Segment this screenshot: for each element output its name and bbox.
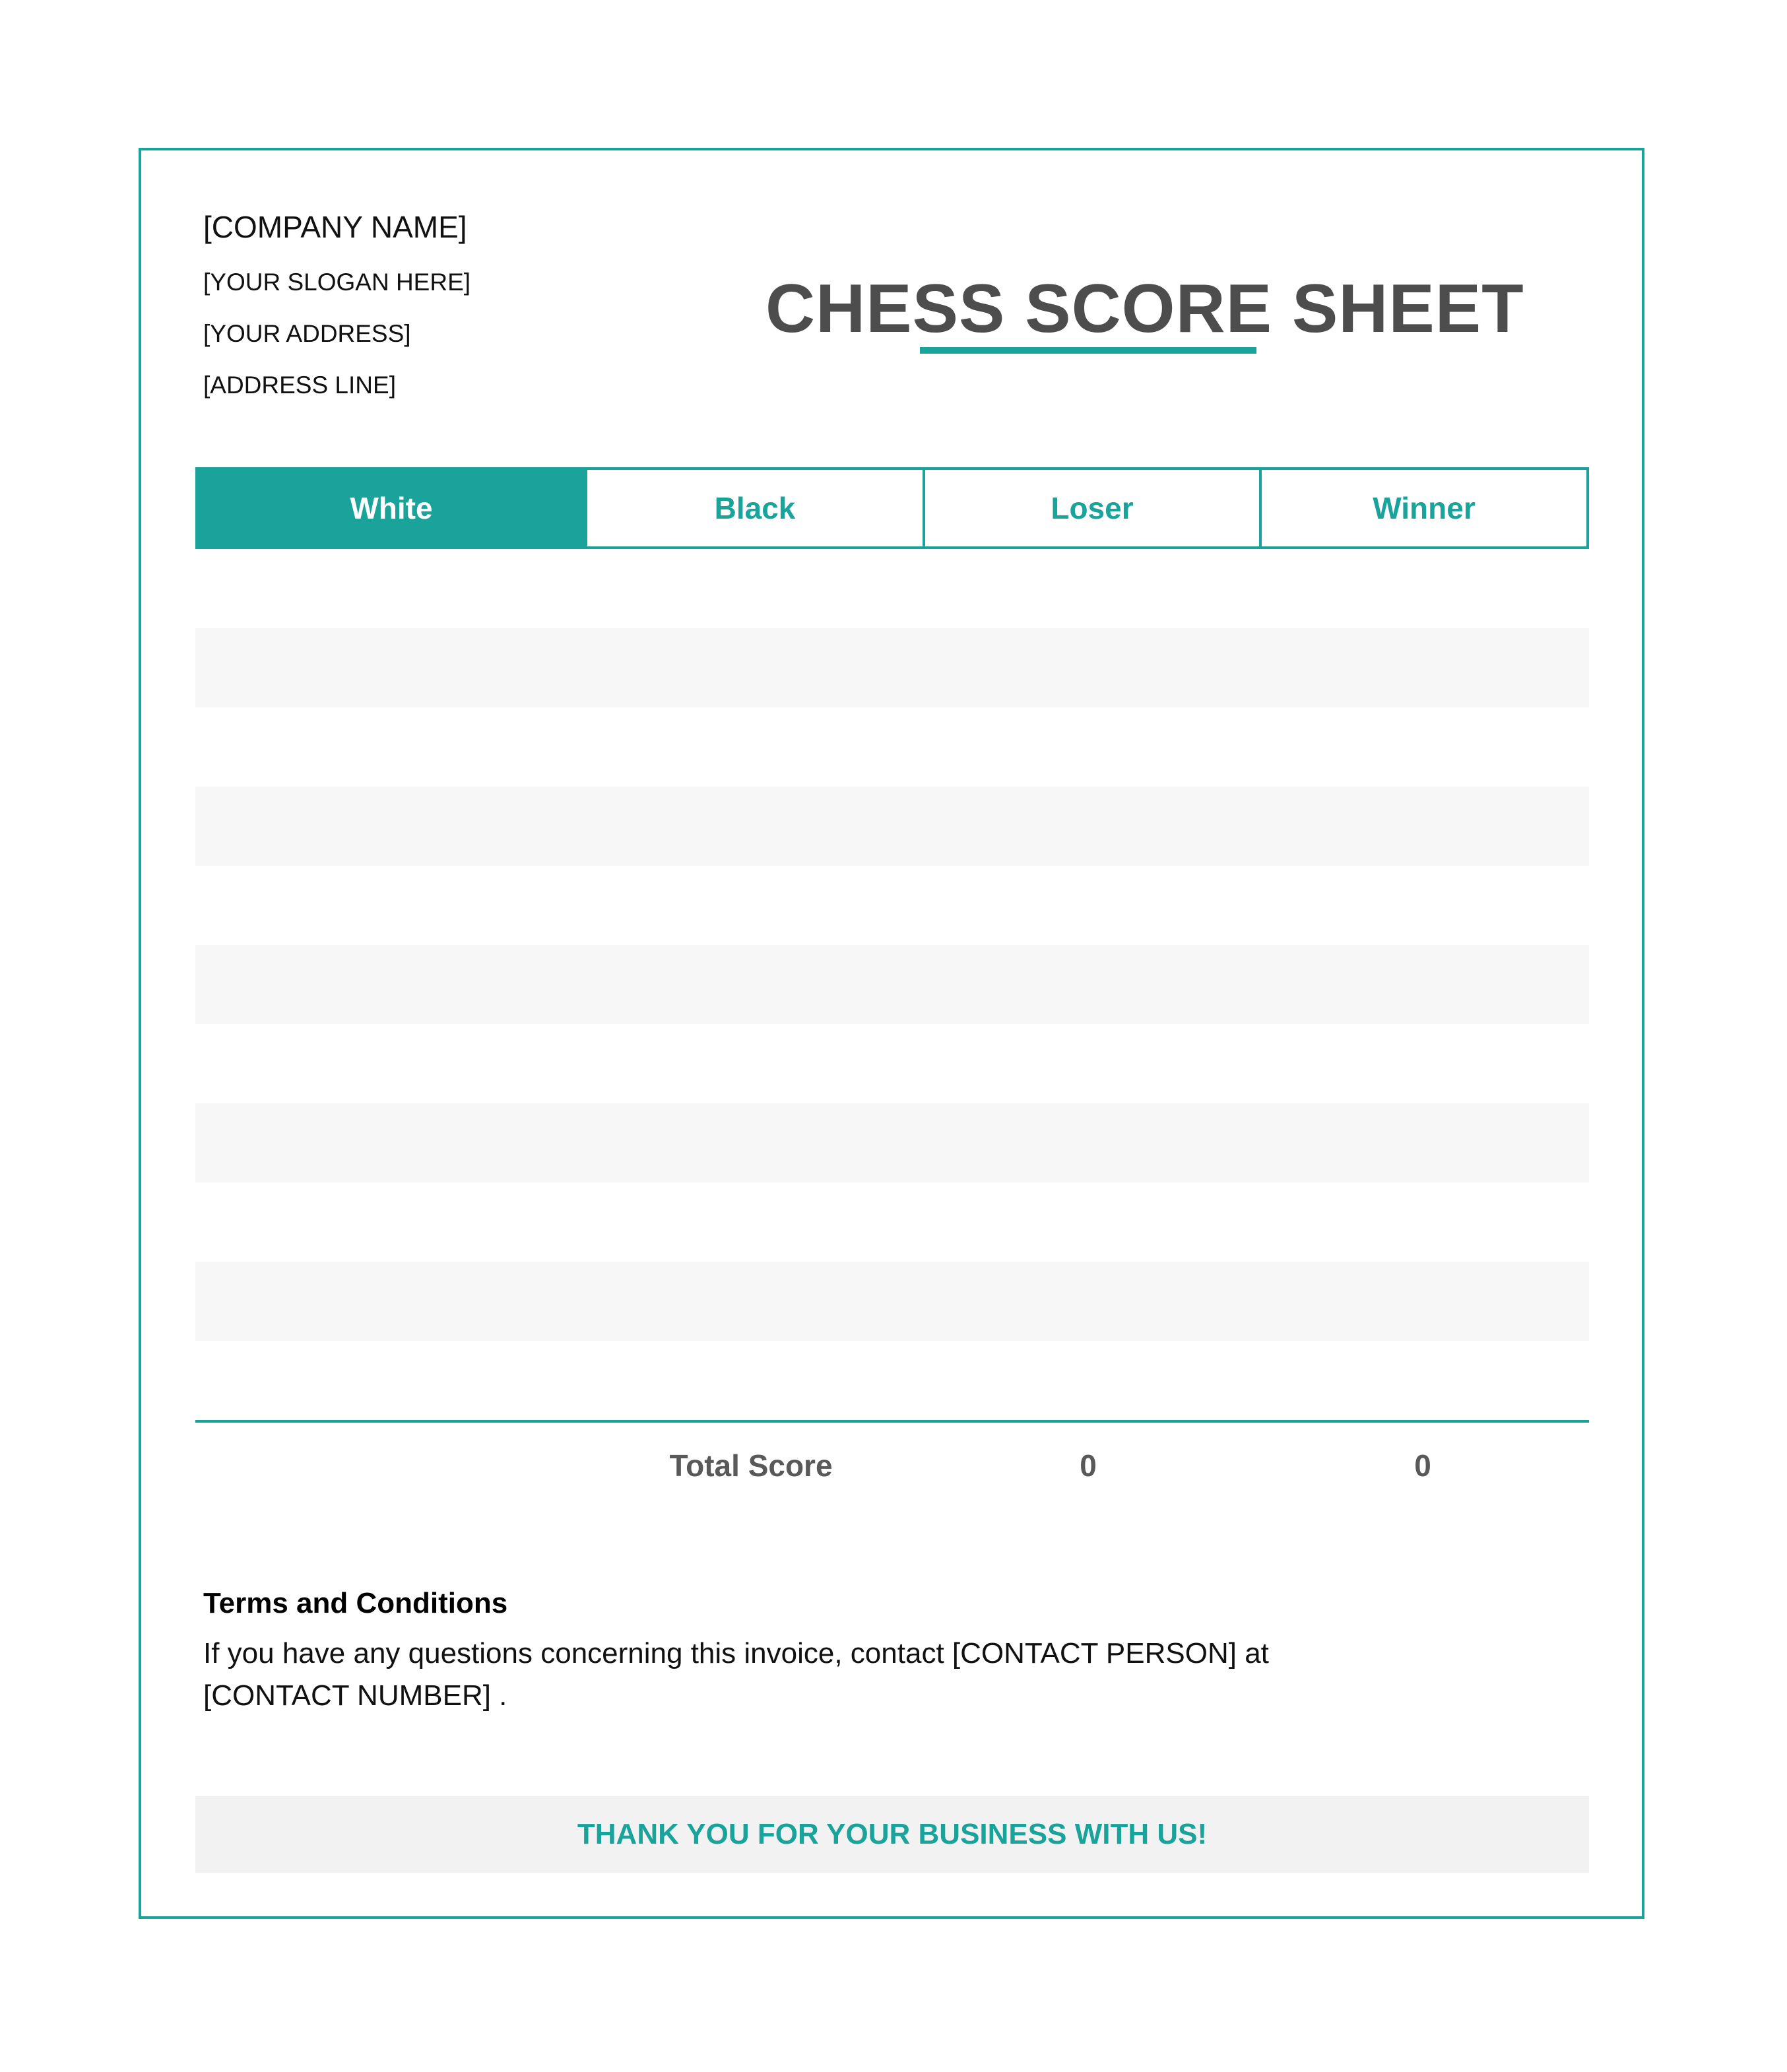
cell-white[interactable]: [195, 707, 582, 787]
table-row: [195, 1341, 1589, 1420]
cell-white[interactable]: [195, 1103, 582, 1182]
column-header-winner: Winner: [1259, 470, 1586, 546]
company-block: [203, 206, 471, 403]
cell-white[interactable]: [195, 549, 582, 628]
cell-black[interactable]: [582, 1262, 920, 1341]
cell-winner[interactable]: [1256, 1341, 1589, 1420]
cell-loser[interactable]: [920, 1341, 1256, 1420]
terms-heading: Terms and Conditions: [203, 1587, 508, 1619]
company-address: [YOUR ADDRESS]: [203, 320, 411, 347]
cell-loser[interactable]: [920, 1262, 1256, 1341]
score-table-body: [195, 549, 1589, 1420]
cell-winner[interactable]: [1256, 945, 1589, 1024]
thank-you-banner: THANK YOU FOR YOUR BUSINESS WITH US!: [195, 1796, 1589, 1873]
cell-black[interactable]: [582, 866, 920, 945]
cell-winner[interactable]: [1256, 549, 1589, 628]
table-row: [195, 549, 1589, 628]
cell-loser[interactable]: [920, 945, 1256, 1024]
cell-winner[interactable]: [1256, 1262, 1589, 1341]
total-score-label: Total Score: [669, 1448, 833, 1483]
cell-white[interactable]: [195, 1262, 582, 1341]
table-row: [195, 1103, 1589, 1182]
cell-winner[interactable]: [1256, 866, 1589, 945]
column-header-black: Black: [585, 470, 923, 546]
table-row: [195, 628, 1589, 707]
total-empty-cell: [195, 1425, 582, 1506]
cell-white[interactable]: [195, 1182, 582, 1262]
cell-black[interactable]: [582, 945, 920, 1024]
cell-loser[interactable]: [920, 1182, 1256, 1262]
cell-white[interactable]: [195, 866, 582, 945]
cell-loser[interactable]: [920, 787, 1256, 866]
company-name: [COMPANY NAME]: [203, 210, 467, 244]
table-row: [195, 707, 1589, 787]
table-row: [195, 1024, 1589, 1103]
cell-loser[interactable]: [920, 1103, 1256, 1182]
cell-white[interactable]: [195, 1341, 582, 1420]
cell-white[interactable]: [195, 628, 582, 707]
terms-section: [203, 1582, 1391, 1717]
column-header-white: White: [198, 470, 585, 546]
column-header-loser: Loser: [923, 470, 1259, 546]
table-row: [195, 787, 1589, 866]
table-row: [195, 1262, 1589, 1341]
table-row: [195, 945, 1589, 1024]
cell-loser[interactable]: [920, 707, 1256, 787]
total-divider: [195, 1420, 1589, 1423]
cell-winner[interactable]: [1256, 1024, 1589, 1103]
cell-black[interactable]: [582, 628, 920, 707]
cell-winner[interactable]: [1256, 1103, 1589, 1182]
cell-white[interactable]: [195, 945, 582, 1024]
total-loser-value: 0: [1080, 1448, 1097, 1483]
cell-loser[interactable]: [920, 549, 1256, 628]
title-underline: [920, 347, 1256, 354]
cell-loser[interactable]: [920, 1024, 1256, 1103]
cell-loser[interactable]: [920, 628, 1256, 707]
cell-winner[interactable]: [1256, 707, 1589, 787]
cell-winner[interactable]: [1256, 787, 1589, 866]
cell-white[interactable]: [195, 1024, 582, 1103]
cell-winner[interactable]: [1256, 1182, 1589, 1262]
cell-black[interactable]: [582, 787, 920, 866]
page-title: CHESS SCORE SHEET: [765, 271, 1524, 347]
cell-black[interactable]: [582, 549, 920, 628]
cell-black[interactable]: [582, 1024, 920, 1103]
company-address-line: [ADDRESS LINE]: [203, 372, 396, 399]
company-slogan: [YOUR SLOGAN HERE]: [203, 269, 471, 296]
cell-black[interactable]: [582, 1182, 920, 1262]
terms-body: If you have any questions concerning this invoice, contact [CONTACT PERSON] at [CONTACT NUMBER] .: [203, 1637, 1269, 1712]
table-row: [195, 1182, 1589, 1262]
cell-white[interactable]: [195, 787, 582, 866]
cell-winner[interactable]: [1256, 628, 1589, 707]
cell-black[interactable]: [582, 707, 920, 787]
total-winner-value: 0: [1414, 1448, 1431, 1483]
cell-black[interactable]: [582, 1103, 920, 1182]
table-row: [195, 866, 1589, 945]
score-table-header: [195, 467, 1589, 549]
cell-loser[interactable]: [920, 866, 1256, 945]
total-row: [195, 1425, 1589, 1506]
cell-black[interactable]: [582, 1341, 920, 1420]
